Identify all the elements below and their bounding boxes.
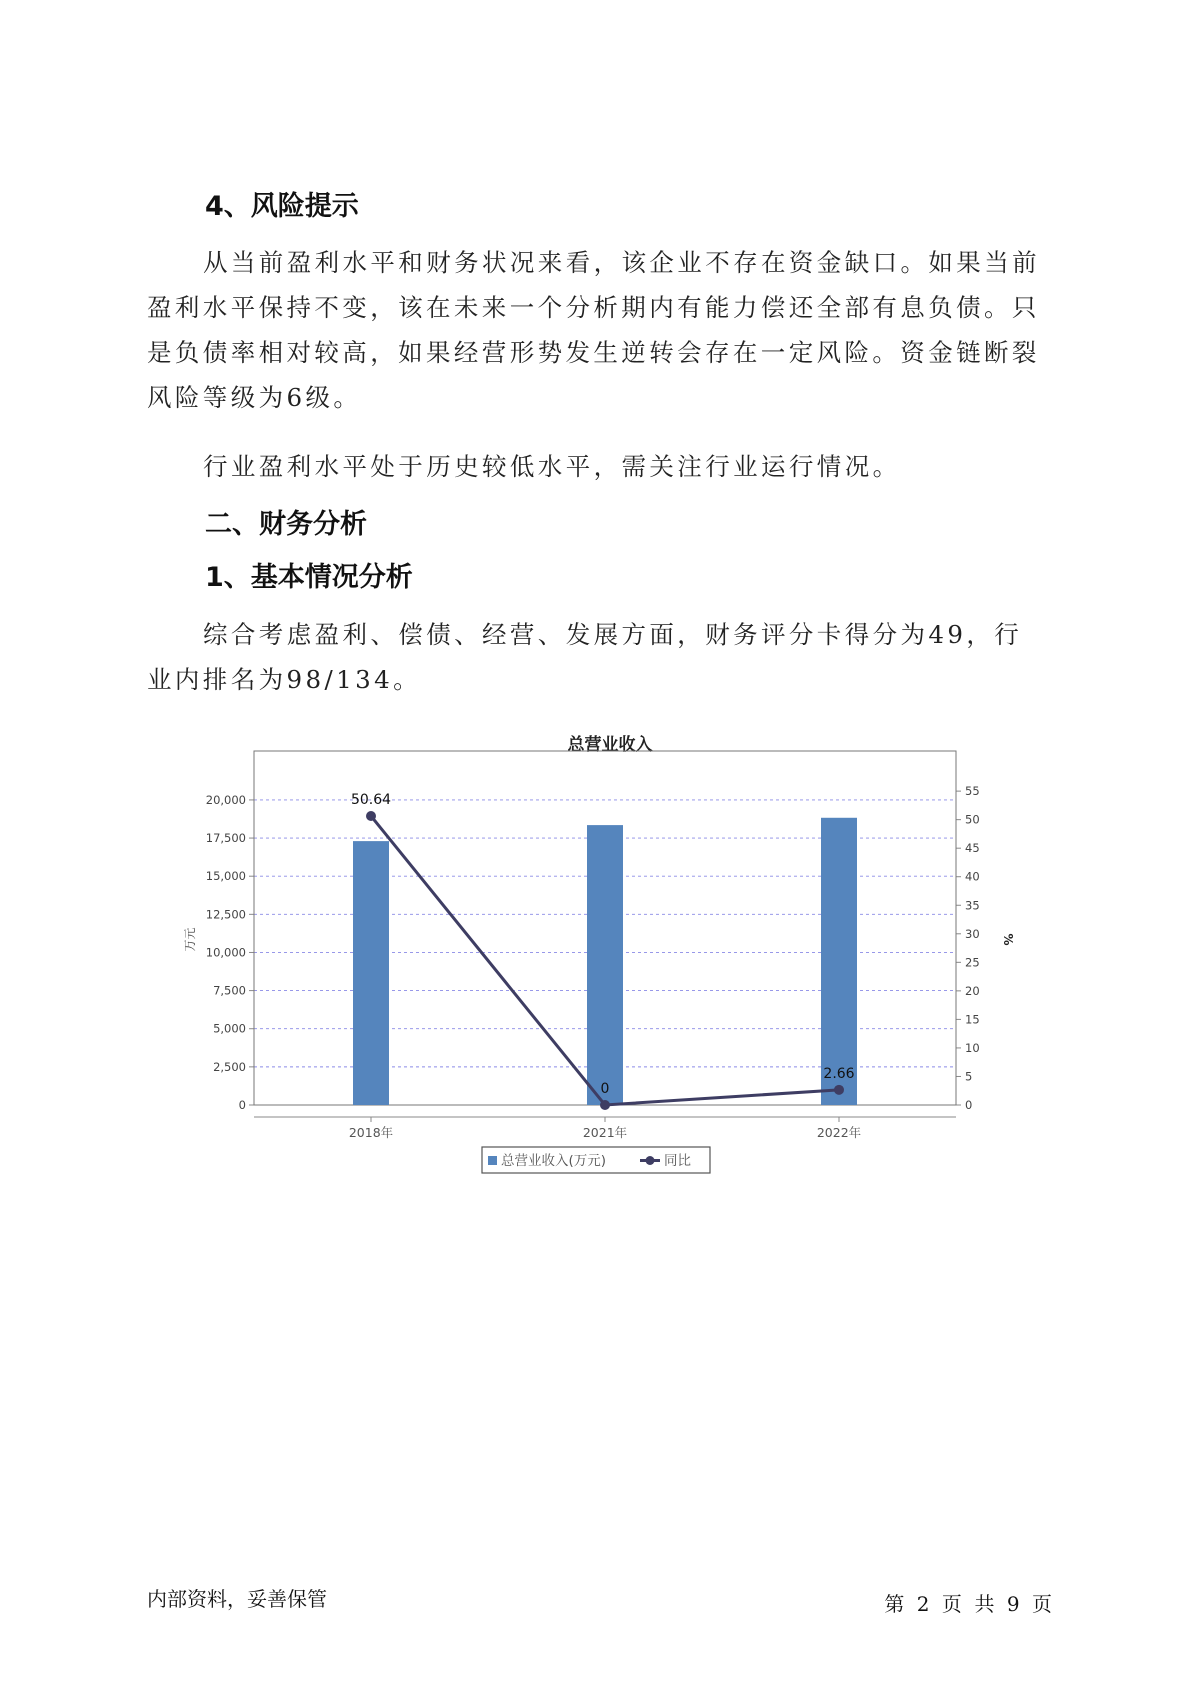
right-tick-label: 5 [965,1069,973,1084]
page-prefix: 第 [884,1592,905,1616]
right-tick-label: 50 [965,812,980,827]
legend-bar-label: 总营业收入(万元) [501,1153,607,1169]
x-tick-label: 2022年 [816,1125,862,1140]
x-tick-label: 2021年 [582,1125,628,1140]
yoy-point [600,1100,610,1110]
risk-heading: 4、风险提示 [205,191,359,222]
left-tick-label: 0 [238,1098,246,1112]
revenue-bar [821,818,857,1105]
revenue-chart [170,722,1030,1182]
right-tick-label: 40 [965,869,980,884]
yoy-point [834,1085,844,1095]
left-axis-label: 万元 [183,927,197,952]
right-tick-label: 35 [965,898,980,913]
right-tick-label: 15 [965,1012,980,1027]
footer-confidential-note: 内部资料，妥善保管 [147,1587,327,1611]
left-tick-label: 20,000 [205,792,246,807]
right-tick-label: 30 [965,926,980,941]
page-total: 9 [1006,1592,1020,1616]
yoy-data-label: 50.64 [350,792,392,809]
right-tick-label: 10 [965,1040,980,1055]
revenue-bar [353,841,389,1105]
left-tick-label: 2,500 [213,1059,246,1074]
page-mid: 页 共 [941,1592,995,1616]
basic-heading: 1、基本情况分析 [205,562,413,593]
x-tick-label: 2018年 [348,1125,394,1140]
yoy-data-label: 2.66 [823,1065,855,1082]
left-tick-label: 5,000 [213,1021,246,1036]
left-tick-label: 10,000 [205,945,246,960]
left-tick-label: 7,500 [213,983,246,998]
left-tick-label: 15,000 [205,869,246,884]
basic-paragraph: 综合考虑盈利、偿债、经营、发展方面，财务评分卡得分为49，行业内排名为98/134。 [147,620,1023,694]
legend-line-marker [646,1156,655,1165]
right-tick-label: 20 [965,983,980,998]
risk-paragraph-2: 行业盈利水平处于历史较低水平，需关注行业运行情况。 [203,452,901,481]
risk-paragraph-1: 从当前盈利水平和财务状况来看，该企业不存在资金缺口。如果当前盈利水平保持不变，该在未来一个分析期内有能力偿还全部有息负债。只是负债率相对较高，如果经营形势发生逆转会存在一定风险。资金链断裂风险等级为6级。 [147,248,1040,412]
right-tick-label: 45 [965,841,980,856]
revenue-chart-svg [170,722,1030,1182]
legend-bar-swatch [488,1156,497,1165]
right-axis-label: % [1001,933,1015,946]
right-tick-label: 55 [965,784,980,799]
finance-heading: 二、财务分析 [205,509,367,540]
chart-title: 总营业收入 [567,735,653,755]
page-suffix: 页 [1032,1592,1052,1616]
revenue-bar [587,825,623,1105]
yoy-point [366,811,376,821]
page-current: 2 [916,1592,930,1616]
footer-page-number [884,1588,1052,1617]
left-tick-label: 17,500 [205,831,246,846]
right-tick-label: 25 [965,955,980,970]
legend-line-label: 同比 [664,1153,691,1169]
right-tick-label: 0 [965,1098,973,1112]
left-tick-label: 12,500 [205,907,246,922]
yoy-data-label: 0 [600,1081,610,1097]
